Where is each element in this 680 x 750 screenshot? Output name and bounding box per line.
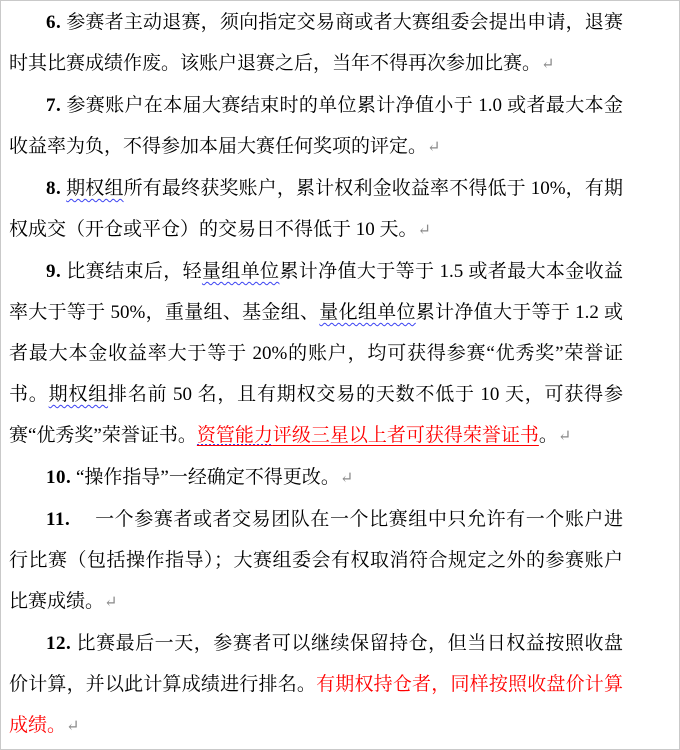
paragraph-mark: ↵ <box>557 428 572 445</box>
list-number: 6. <box>46 12 62 33</box>
text-run: 所有最终获奖账户，累计权利金收益率不得低于 10%，有期权成交（开仓或平仓）的交易日不得低于 10 天。 <box>9 178 623 240</box>
paragraph-mark: ↵ <box>104 594 118 611</box>
paragraph <box>9 623 623 747</box>
list-number: 7. <box>46 95 62 116</box>
list-number: 8. <box>46 178 62 199</box>
text-run-spellcheck: 期权组 <box>66 178 124 199</box>
text-run-spellcheck: 期权组 <box>48 384 109 405</box>
list-number: 11. <box>46 509 71 530</box>
text-run: 累计净值大于等于 1.2 或者最大本金收益率大于等于 20%的账户，均可获得参赛“优秀奖”荣誉证书。 <box>9 302 623 405</box>
text-run: 累计净值大于等于 1.5 或者最大本金收益率大于等于 50%，重量组、基金组、 <box>9 261 623 323</box>
list-number: 12. <box>46 633 72 654</box>
list-number: 9. <box>46 261 62 282</box>
paragraph <box>9 457 623 499</box>
text-run-spellcheck: 量化组单位 <box>319 302 416 323</box>
paragraph <box>9 499 623 623</box>
paragraph-mark: ↵ <box>427 139 441 156</box>
paragraph-mark: ↵ <box>417 222 431 239</box>
paragraph <box>9 85 623 168</box>
paragraph-mark: ↵ <box>66 718 80 735</box>
list-number: 10. <box>46 467 72 488</box>
text-run-red-underlined: 评级三星以上者可获得荣誉证书 <box>272 425 539 446</box>
paragraph-mark: ↵ <box>541 56 555 73</box>
text-run-red-underlined-spellcheck: 资管能力 <box>196 425 273 446</box>
paragraph-mark: ↵ <box>339 470 354 487</box>
text-run: 。 <box>538 425 558 446</box>
paragraph <box>9 251 623 457</box>
text-run: 参赛账户在本届大赛结束时的单位累计净值小于 1.0 或者最大本金收益率为负，不得参加本届大赛任何奖项的评定。 <box>9 95 623 157</box>
paragraph <box>9 168 623 251</box>
text-run: 排名前 50 名，且有期权交易的天数不低于 10 天，可获得参赛“优秀奖”荣誉证书。 <box>9 384 623 446</box>
text-run: 参赛者主动退赛，须向指定交易商或者大赛组委会提出申请，退赛时其比赛成绩作废。该账户退赛之后，当年不得再次参加比赛。 <box>9 12 623 74</box>
paragraph <box>9 2 623 85</box>
text-run: “操作指导”一经确定不得更改。 <box>71 467 340 488</box>
document-body[interactable] <box>1 1 679 747</box>
text-run: 比赛结束后，轻 <box>61 261 202 282</box>
text-run: 比赛最后一天，参赛者可以继续保留持仓，但当日权益按照收盘价计算，并以此计算成绩进行排名。 <box>9 633 623 695</box>
text-run: 一个参赛者或者交易团队在一个比赛组中只允许有一个账户进行比赛（包括操作指导）；大赛组委会有权取消符合规定之外的参赛账户比赛成绩。 <box>9 509 623 612</box>
text-run-red: 有期权持仓者，同样按照收盘价计算成绩。 <box>9 674 623 736</box>
text-run-spellcheck: 量组单位 <box>201 261 280 282</box>
